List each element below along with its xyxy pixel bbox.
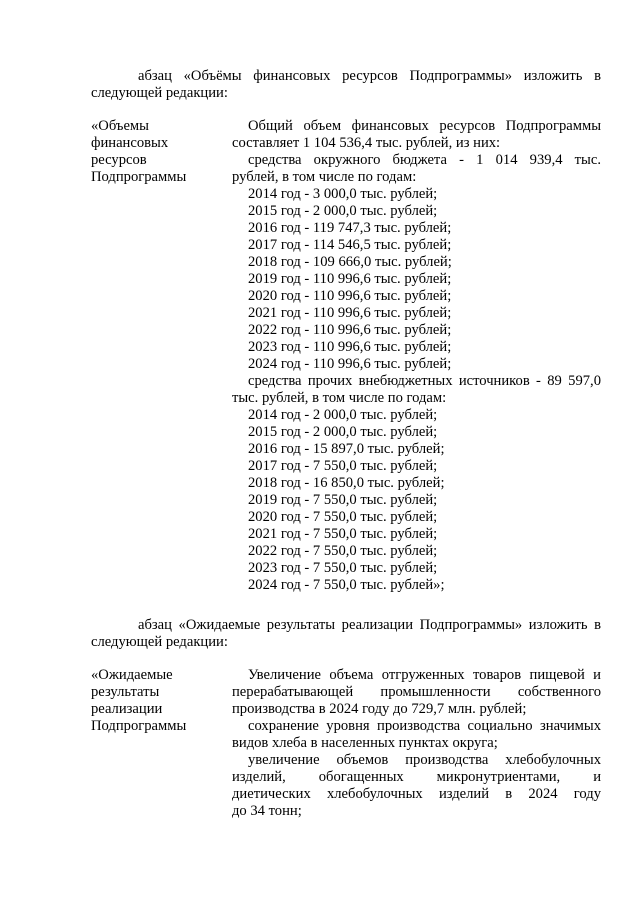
result3-line: изделий, обогащенных микронутриентами, и	[232, 769, 601, 785]
section2-label-line: «Ожидаемые	[91, 667, 173, 683]
section1-label-line: ресурсов	[91, 152, 147, 168]
other-year-item: 2022 год - 7 550,0 тыс. рублей;	[248, 543, 438, 559]
result3-line: до 34 тонн;	[232, 803, 302, 819]
other-year-item: 2021 год - 7 550,0 тыс. рублей;	[248, 526, 438, 542]
section2-content	[232, 667, 601, 820]
other-year-item: 2017 год - 7 550,0 тыс. рублей;	[248, 458, 438, 474]
other-sources-line1: средства прочих внебюджетных источников - 89 597,0	[248, 373, 601, 389]
section2-label-line: результаты	[91, 684, 160, 700]
district-year-item: 2022 год - 110 996,6 тыс. рублей;	[248, 322, 452, 338]
district-year-item: 2016 год - 119 747,3 тыс. рублей;	[248, 220, 452, 236]
district-year-item: 2014 год - 3 000,0 тыс. рублей;	[248, 186, 438, 202]
section1-content	[232, 118, 601, 594]
total-line2: составляет 1 104 536,4 тыс. рублей, из них:	[232, 135, 501, 151]
other-sources-line2: тыс. рублей, в том числе по годам:	[232, 390, 447, 406]
district-year-item: 2019 год - 110 996,6 тыс. рублей;	[248, 271, 452, 287]
other-year-item: 2019 год - 7 550,0 тыс. рублей;	[248, 492, 438, 508]
district-budget-line1: средства окружного бюджета - 1 014 939,4 тыс.	[248, 152, 601, 168]
district-year-item: 2021 год - 110 996,6 тыс. рублей;	[248, 305, 452, 321]
section2-label-line: реализации	[91, 701, 163, 717]
section1-intro-line2: следующей редакции:	[91, 85, 228, 101]
other-year-item: 2015 год - 2 000,0 тыс. рублей;	[248, 424, 438, 440]
section1-table	[91, 118, 601, 603]
section1-label	[91, 118, 216, 186]
result2-line: видов хлеба в населенных пунктах округа;	[232, 735, 498, 751]
result2-line: сохранение уровня производства социально значимых	[248, 718, 601, 734]
result1-line: производства в 2024 году до 729,7 млн. рублей;	[232, 701, 527, 717]
district-year-item: 2020 год - 110 996,6 тыс. рублей;	[248, 288, 452, 304]
section2-intro-line2: следующей редакции:	[91, 634, 228, 650]
district-year-item: 2017 год - 114 546,5 тыс. рублей;	[248, 237, 452, 253]
section2-label-line: Подпрограммы	[91, 718, 187, 734]
district-budget-line2: рублей, в том числе по годам:	[232, 169, 417, 185]
other-year-item: 2024 год - 7 550,0 тыс. рублей»;	[248, 577, 445, 593]
result1-line: Увеличение объема отгруженных товаров пищевой и	[248, 667, 601, 683]
result3-line: диетических хлебобулочных изделий в 2024 году	[232, 786, 601, 802]
district-year-item: 2018 год - 109 666,0 тыс. рублей;	[248, 254, 452, 270]
section1-label-line: «Объемы	[91, 118, 149, 134]
other-year-item: 2020 год - 7 550,0 тыс. рублей;	[248, 509, 438, 525]
section1-label-line: Подпрограммы	[91, 169, 187, 185]
other-year-item: 2023 год - 7 550,0 тыс. рублей;	[248, 560, 438, 576]
result3-line: увеличение объемов производства хлебобулочных	[248, 752, 601, 768]
district-year-item: 2024 год - 110 996,6 тыс. рублей;	[248, 356, 452, 372]
section1-label-line: финансовых	[91, 135, 169, 151]
district-year-item: 2023 год - 110 996,6 тыс. рублей;	[248, 339, 452, 355]
total-line1: Общий объем финансовых ресурсов Подпрограммы	[248, 118, 601, 134]
other-year-item: 2014 год - 2 000,0 тыс. рублей;	[248, 407, 438, 423]
section2-intro	[91, 617, 601, 651]
section1-intro-line1: абзац «Объёмы финансовых ресурсов Подпрограммы» изложить в	[138, 68, 601, 84]
other-year-item: 2018 год - 16 850,0 тыс. рублей;	[248, 475, 445, 491]
result1-line: перерабатывающей промышленности собственного	[232, 684, 601, 700]
section2-intro-line1: абзац «Ожидаемые результаты реализации Подпрограммы» изложить в	[138, 617, 601, 633]
district-year-item: 2015 год - 2 000,0 тыс. рублей;	[248, 203, 438, 219]
section1-intro	[91, 68, 601, 102]
section2-table	[91, 667, 601, 827]
section2-label	[91, 667, 216, 735]
other-year-item: 2016 год - 15 897,0 тыс. рублей;	[248, 441, 445, 457]
